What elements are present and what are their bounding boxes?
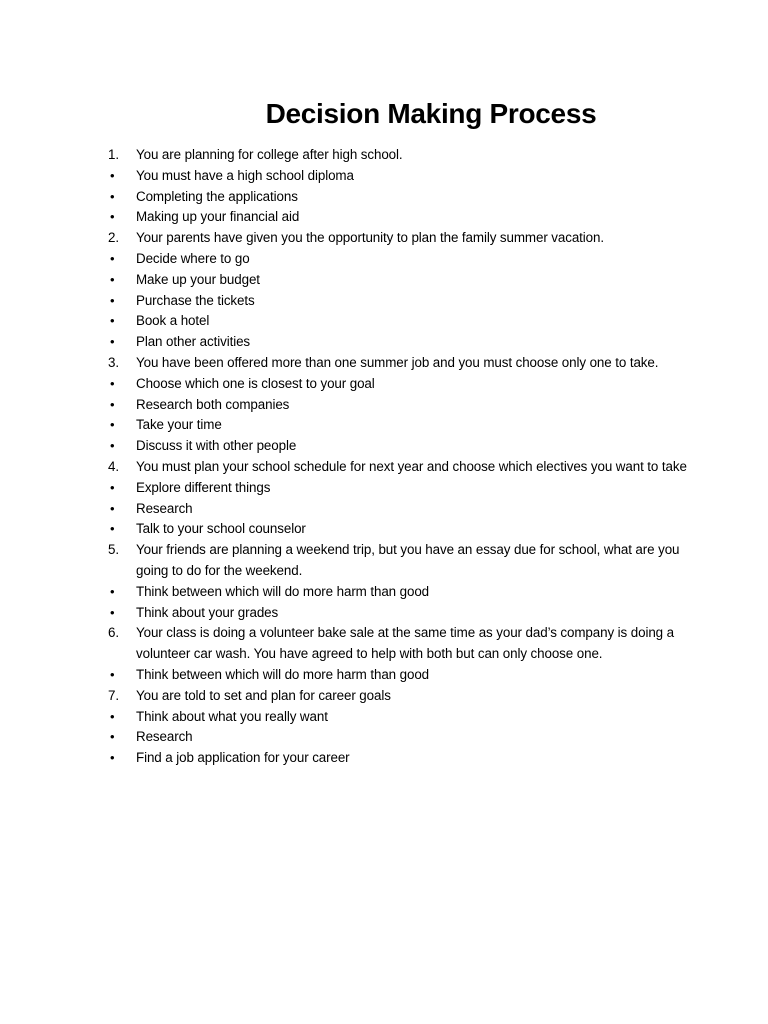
item-text: Explore different things <box>136 479 271 495</box>
bullet-marker: • <box>110 438 115 454</box>
bullet-item <box>108 311 688 332</box>
bullet-marker: • <box>110 479 115 495</box>
bullet-item <box>108 748 688 769</box>
item-text: You are planning for college after high school. <box>136 147 403 162</box>
item-text: Discuss it with other people <box>136 438 297 454</box>
number-marker: 1. <box>108 147 119 162</box>
item-text: Think about what you really want <box>136 708 328 724</box>
bullet-marker: • <box>110 729 115 745</box>
bullet-item <box>108 166 688 187</box>
numbered-item <box>108 686 688 707</box>
item-text: Book a hotel <box>136 313 210 329</box>
bullet-marker: • <box>110 188 115 204</box>
numbered-item <box>108 623 688 665</box>
bullet-item <box>108 499 688 520</box>
bullet-item <box>108 374 688 395</box>
bullet-item <box>108 291 688 312</box>
bullet-marker: • <box>110 334 115 350</box>
bullet-marker: • <box>110 708 115 724</box>
bullet-marker: • <box>110 500 115 516</box>
page-title: Decision Making Process <box>265 98 597 129</box>
item-text: You have been offered more than one summer job and you must choose only one to take. <box>136 354 659 370</box>
item-text: Talk to your school counselor <box>136 521 306 537</box>
bullet-marker: • <box>110 666 115 682</box>
bullet-marker: • <box>110 396 115 412</box>
item-text: Making up your financial aid <box>136 209 300 225</box>
bullet-marker: • <box>110 209 115 225</box>
bullet-item <box>108 187 688 208</box>
decision-list <box>108 145 688 769</box>
number-marker: 2. <box>108 230 119 246</box>
item-text: Your friends are planning a weekend trip, but you have an essay due for school, what are you going to do for the weekend. <box>136 542 680 578</box>
bullet-item <box>108 249 688 270</box>
bullet-item <box>108 478 688 499</box>
number-marker: 4. <box>108 458 119 474</box>
item-text: You must have a high school diploma <box>136 167 354 183</box>
bullet-marker: • <box>110 292 115 308</box>
item-text: Take your time <box>136 417 222 433</box>
item-text: You must plan your school schedule for next year and choose which electives you want to take <box>136 458 687 474</box>
numbered-item <box>108 540 688 582</box>
bullet-marker: • <box>110 250 115 266</box>
bullet-item <box>108 395 688 416</box>
bullet-marker: • <box>110 167 115 183</box>
item-text: Make up your budget <box>136 271 260 287</box>
bullet-item <box>108 436 688 457</box>
bullet-marker: • <box>110 313 115 329</box>
item-text: Choose which one is closest to your goal <box>136 375 375 391</box>
numbered-item <box>108 353 688 374</box>
bullet-item <box>108 415 688 436</box>
number-marker: 3. <box>108 354 119 370</box>
bullet-item <box>108 519 688 540</box>
bullet-item <box>108 582 688 603</box>
bullet-item <box>108 207 688 228</box>
bullet-item <box>108 603 688 624</box>
bullet-item <box>108 707 688 728</box>
number-marker: 6. <box>108 625 119 641</box>
bullet-marker: • <box>110 583 115 599</box>
bullet-marker: • <box>110 375 115 391</box>
item-text: Your parents have given you the opportunity to plan the family summer vacation. <box>136 230 604 246</box>
bullet-item <box>108 270 688 291</box>
item-text: Completing the applications <box>136 188 298 204</box>
item-text: Decide where to go <box>136 250 250 266</box>
item-text: Find a job application for your career <box>136 750 350 766</box>
numbered-item <box>108 457 688 478</box>
item-text: Research both companies <box>136 396 290 412</box>
bullet-marker: • <box>110 750 115 766</box>
bullet-item <box>108 665 688 686</box>
item-text: Research <box>136 729 193 745</box>
bullet-item <box>108 727 688 748</box>
item-text: Think about your grades <box>136 604 279 620</box>
numbered-item <box>108 145 688 166</box>
item-text: Think between which will do more harm than good <box>136 583 430 599</box>
numbered-item <box>108 228 688 249</box>
bullet-item <box>108 332 688 353</box>
number-marker: 7. <box>108 687 119 703</box>
number-marker: 5. <box>108 542 119 558</box>
bullet-marker: • <box>110 604 115 620</box>
item-text: You are told to set and plan for career goals <box>136 687 391 703</box>
item-text: Purchase the tickets <box>136 292 255 308</box>
bullet-marker: • <box>110 521 115 537</box>
item-text: Plan other activities <box>136 334 251 350</box>
item-text: Your class is doing a volunteer bake sale at the same time as your dad’s company is doing a volunteer car wash. You have agreed to help with both but can only choose one. <box>136 625 675 662</box>
item-text: Think between which will do more harm than good <box>136 666 430 682</box>
bullet-marker: • <box>110 271 115 287</box>
item-text: Research <box>136 500 193 516</box>
bullet-marker: • <box>110 417 115 433</box>
